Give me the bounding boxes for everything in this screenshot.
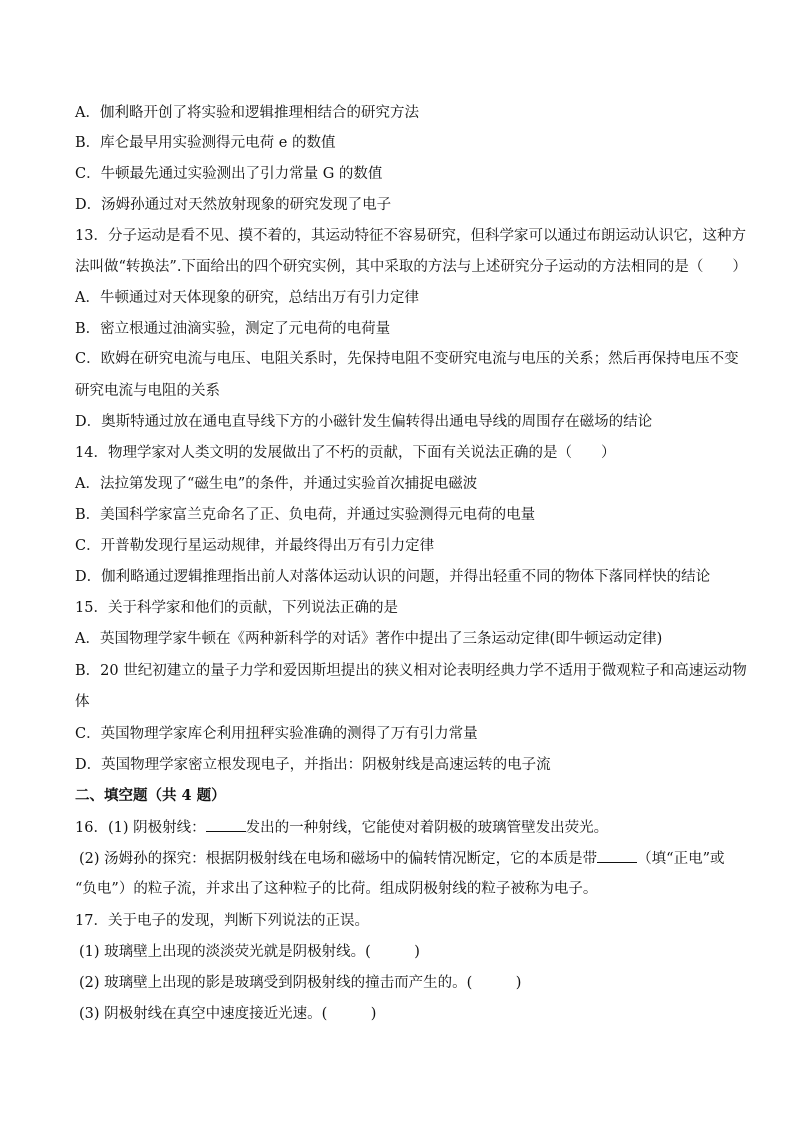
- option-12a: A．伽利略开创了将实验和逻辑推理相结合的研究方法: [75, 105, 419, 121]
- question-16-part2-suffix: （填“正电”或: [637, 851, 725, 867]
- question-13-line1: 13．分子运动是看不见、摸不着的，其运动特征不容易研究，但科学家可以通过布朗运动认识它，这种方: [75, 228, 746, 244]
- option-15c: C．英国物理学家库仑利用扭秤实验准确的测得了万有引力常量: [75, 726, 478, 742]
- question-16-part2-cont: “负电”）的粒子流，并求出了这种粒子的比荷。组成阴极射线的粒子被称为电子。: [75, 881, 598, 897]
- answer-blank-1[interactable]: [206, 818, 246, 832]
- question-17-item-3: (3) 阴极射线在真空中速度接近光速。( ): [79, 1006, 377, 1022]
- option-13b: B．密立根通过油滴实验，测定了元电荷的电荷量: [75, 321, 391, 337]
- question-16-part1-suffix: 发出的一种射线，它能使对着阴极的玻璃管壁发出荧光。: [245, 820, 609, 836]
- question-16-part2: [79, 849, 724, 868]
- option-14d: D．伽利略通过逻辑推理指出前人对落体运动认识的问题，并得出轻重不同的物体下落同样快的结论: [75, 569, 711, 585]
- option-15a: A．英国物理学家牛顿在《两种新科学的对话》著作中提出了三条运动定律(即牛顿运动定律): [75, 631, 663, 647]
- question-14: 14．物理学家对人类文明的发展做出了不朽的贡献，下面有关说法正确的是（ ）: [75, 445, 616, 461]
- question-16-part1-prefix: 16．(1) 阴极射线：: [75, 820, 206, 836]
- option-12c: C．牛顿最先通过实验测出了引力常量 G 的数值: [75, 166, 383, 182]
- option-14c: C．开普勒发现行星运动规律，并最终得出万有引力定律: [75, 538, 435, 554]
- option-13c-line2: 研究电流与电阻的关系: [75, 383, 220, 399]
- question-16-part2-prefix: (2) 汤姆孙的探究：根据阴极射线在电场和磁场中的偏转情况断定，它的本质是带: [79, 851, 598, 867]
- question-16-part1: [75, 818, 608, 837]
- option-14b: B．美国科学家富兰克命名了正、负电荷，并通过实验测得元电荷的电量: [75, 507, 536, 523]
- option-12b: B．库仑最早用实验测得元电荷 e 的数值: [75, 135, 336, 151]
- answer-blank-2[interactable]: [597, 849, 637, 863]
- option-12d: D．汤姆孙通过对天然放射现象的研究发现了电子: [75, 197, 392, 213]
- question-17: 17．关于电子的发现，判断下列说法的正误。: [75, 913, 369, 929]
- question-17-item-1: (1) 玻璃壁上出现的淡淡荧光就是阴极射线。( ): [79, 944, 420, 960]
- question-13-line2: 法叫做“转换法”.下面给出的四个研究实例，其中采取的方法与上述研究分子运动的方法相同的是（ ）: [75, 259, 747, 275]
- option-13c-line1: C．欧姆在研究电流与电压、电阻关系时，先保持电阻不变研究电流与电压的关系；然后再保持电压不变: [75, 351, 739, 367]
- option-13a: A．牛顿通过对天体现象的研究，总结出万有引力定律: [75, 290, 419, 306]
- option-14a: A．法拉第发现了“磁生电”的条件，并通过实验首次捕捉电磁波: [75, 476, 478, 492]
- section-heading-fill-in: 二、填空题（共 4 题）: [75, 787, 226, 804]
- option-15b-line1: B．20 世纪初建立的量子力学和爱因斯坦提出的狭义相对论表明经典力学不适用于微观粒子和高速运动物: [75, 663, 747, 679]
- option-15b-line2: 体: [75, 694, 90, 710]
- question-15: 15．关于科学家和他们的贡献，下列说法正确的是: [75, 600, 398, 616]
- option-13d: D．奥斯特通过放在通电直导线下方的小磁针发生偏转得出通电导线的周围存在磁场的结论: [75, 414, 653, 430]
- option-15d: D．英国物理学家密立根发现电子，并指出：阴极射线是高速运转的电子流: [75, 757, 551, 773]
- question-17-item-2: (2) 玻璃壁上出现的影是玻璃受到阴极射线的撞击而产生的。( ): [79, 975, 522, 991]
